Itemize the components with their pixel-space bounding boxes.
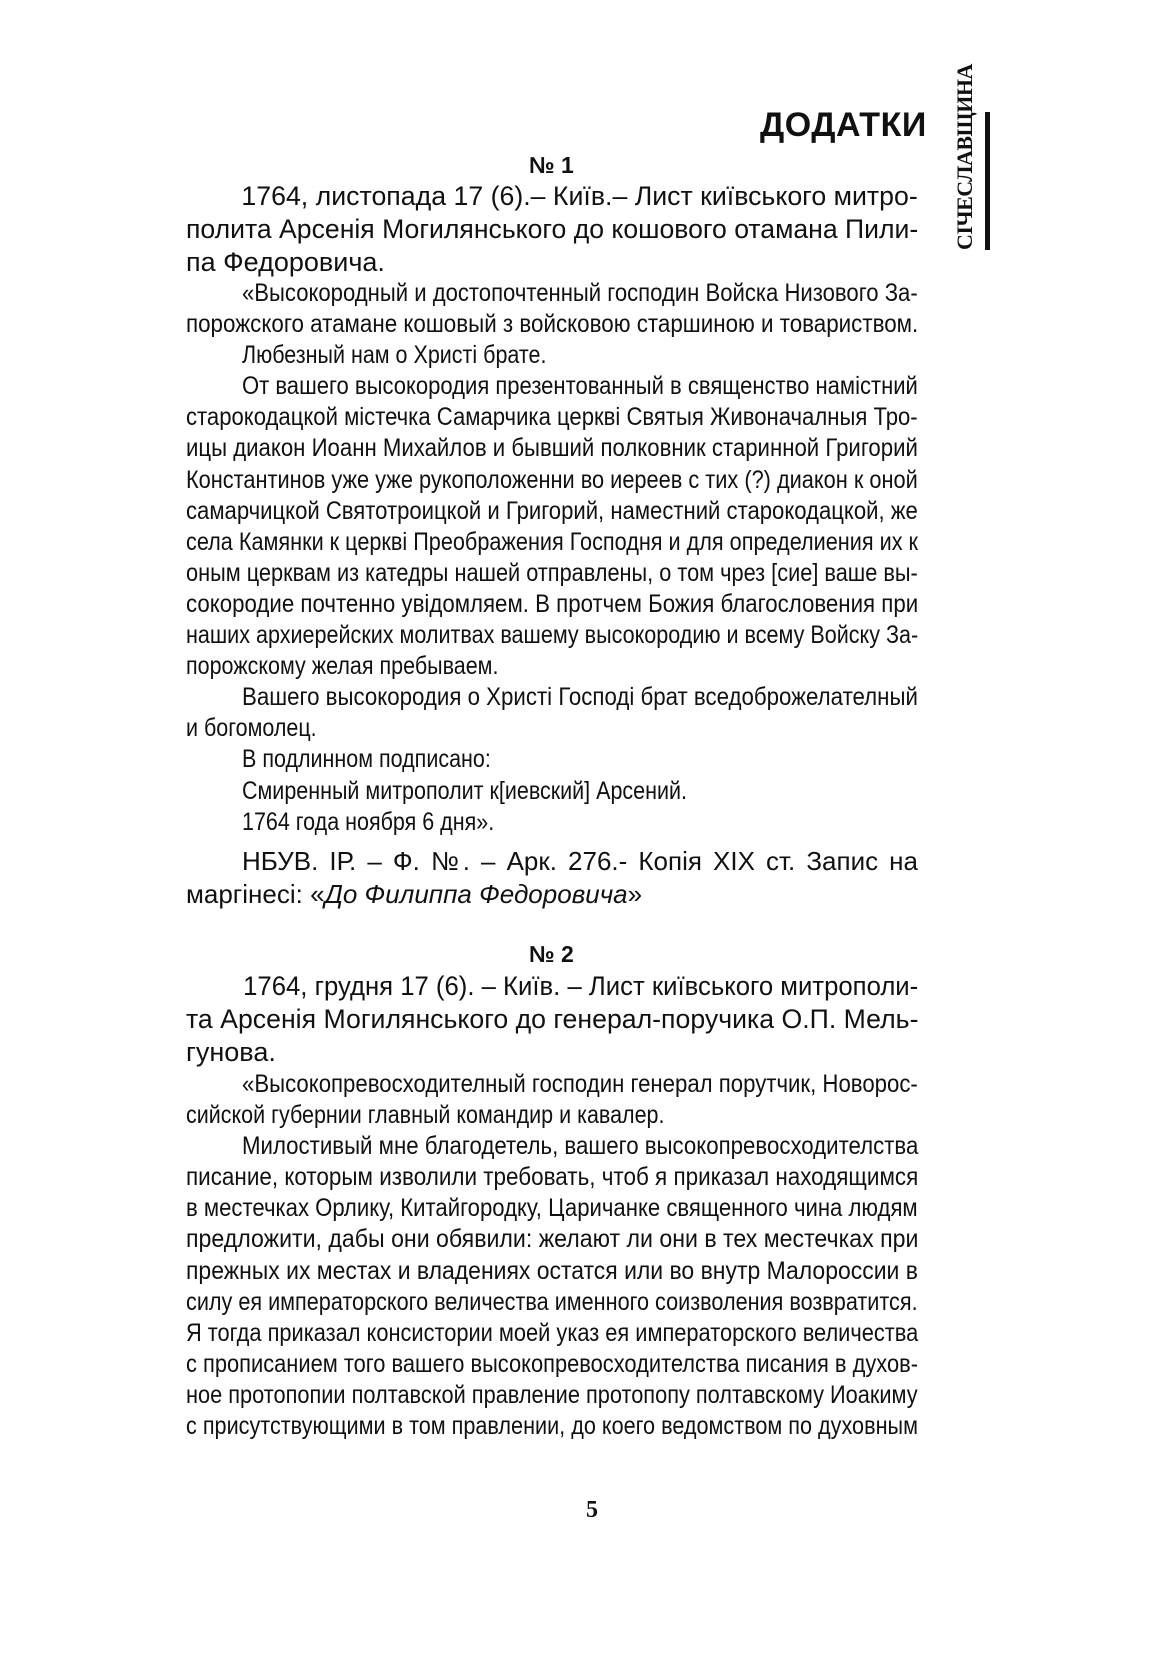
doc1-line: Константинов уже уже рукоположенни во иереев с тих (?) диакон к оной: [186, 465, 918, 494]
doc1-lead-line: полита Арсенія Могилянського до кошового отамана Пили-: [186, 214, 919, 244]
doc2-line: предложити, дабы они обявили: желают ли они в тех местечках при: [186, 1225, 919, 1254]
doc1-reference: [186, 845, 918, 911]
doc2-lead-line: та Арсенія Могилянського до генерал-поручика О.П. Мель-: [186, 1004, 919, 1034]
doc2-line: ное протопопии полтавской правление протопопу полтавскому Иоакиму: [186, 1380, 918, 1409]
doc2-line: Милостивый мне благодетель, вашего высокопревосходителства: [242, 1132, 919, 1161]
doc1-line: Смиренный митрополит к[иевский] Арсений.: [242, 776, 687, 805]
doc2-line: с прописанием того вашего высокопревосходителства писания в духов-: [186, 1349, 919, 1378]
doc2-line: писание, которым изволили требовать, чтоб я приказал находящимся: [186, 1163, 919, 1192]
doc1-line: От вашего высокородия презентованный в священство намістний: [242, 372, 918, 401]
doc2-lead: [186, 970, 918, 1069]
doc2-line: «Высокопревосходителный господин генерал порутчик, Новорос-: [242, 1070, 918, 1098]
doc1-line: сокородие почтенно увідомляем. В протчем Божия благословения при: [186, 589, 919, 618]
doc1-line: порожскому желая пребываем.: [186, 652, 499, 681]
doc1-line: 1764 года ноября 6 дня».: [242, 807, 495, 836]
side-logo-text: СІЧЕСЛАВЩИНА: [952, 64, 977, 250]
doc1-line: старокодацкой містечка Самарчика церкві Святыя Живоначалныя Тро-: [186, 403, 918, 432]
doc2-line: с присутствующими в том правлении, до коего ведомством по духовным: [186, 1412, 918, 1441]
doc2-lead-line: гунова.: [186, 1037, 276, 1067]
doc1-line: порожского атамане кошовый з войсковою старшиною и товариством.: [186, 310, 919, 339]
doc2-line: силу ея императорского величества именного соизволения возвратится.: [186, 1287, 918, 1316]
doc1-line: Вашего высокородия о Христі Господі брат вседоброжелателный: [242, 683, 918, 712]
doc1-line: Любезный нам о Христі брате.: [242, 341, 547, 370]
doc2-number: № 2: [529, 941, 574, 967]
doc1-line: оным церквам из катедры нашей отправлены, о том чрез [сие] ваше вы-: [186, 558, 918, 587]
doc1-line: ицы диакон Иоанн Михайлов и бывший полковник старинной Григорий: [186, 434, 918, 463]
doc1-line: В подлинном подписано:: [242, 745, 491, 774]
doc2-line: прежных их местах и владениях остатся или во внутр Малороссии в: [186, 1256, 918, 1285]
doc1-line: самарчицкой Святотроицкой и Григорий, наместний старокодацкой, же: [186, 496, 918, 525]
doc2-line: в местечках Орлику, Китайгородку, Царичанке священного чина людям: [186, 1194, 918, 1223]
doc1-lead-line: па Федоровича.: [186, 247, 385, 277]
page-number: 5: [586, 1497, 598, 1523]
doc1-number: № 1: [529, 152, 574, 178]
doc1-line: «Высокородный и достопочтенный господин Войска Низового За-: [242, 279, 918, 307]
doc2-body: [186, 1069, 918, 1442]
side-logo-bar: [985, 112, 990, 250]
doc2-lead-line: 1764, грудня 17 (6). – Київ. – Лист київського митрополи-: [243, 971, 919, 1001]
page-title: ДОДАТКИ: [760, 106, 927, 144]
doc1-line: и богомолец.: [186, 714, 317, 743]
doc1-ref-line: маргінесі: «До Филиппа Федоровича»: [186, 879, 643, 909]
doc1-lead-line: 1764, листопада 17 (6).– Київ.– Лист київського митро-: [241, 181, 918, 211]
doc1-line: наших архиерейских молитвах вашему высокородию и всему Войску За-: [186, 621, 919, 650]
doc1-body: [186, 278, 918, 838]
doc2-line: сийской губернии главный командир и кавалер.: [186, 1101, 665, 1130]
doc1-lead: [186, 180, 918, 279]
doc2-line: Я тогда приказал консистории моей указ ея императорского величества: [186, 1318, 919, 1347]
doc1-line: села Камянки к церкві Преображения Господня и для определиения их к: [186, 527, 919, 556]
doc1-ref-line: НБУВ. ІР. – Ф. №. – Арк. 276.- Копія ХІХ ст. Запис на: [242, 846, 918, 876]
